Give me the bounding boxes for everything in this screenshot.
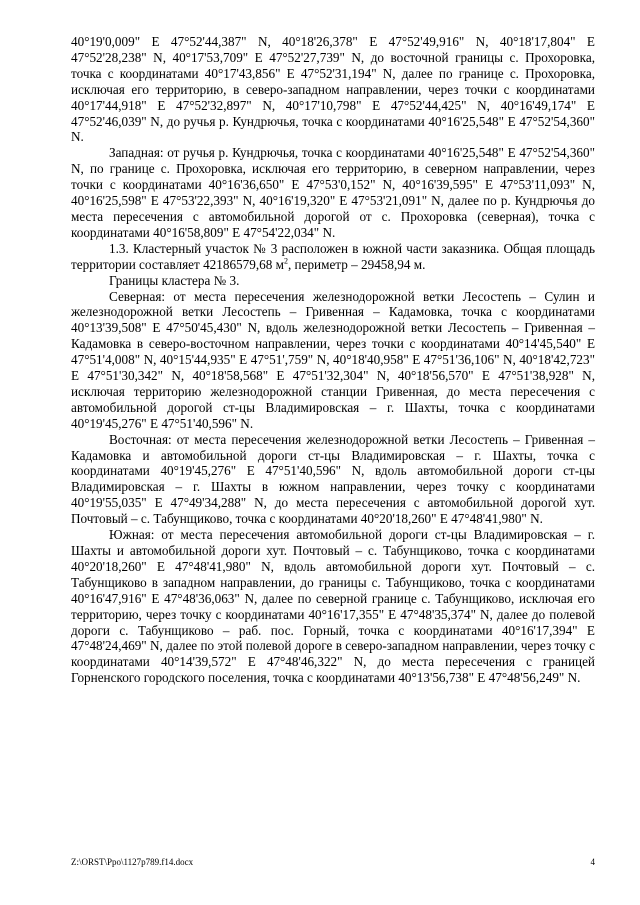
cluster-3-area-text: 1.3. Кластерный участок № 3 расположен в южной части заказника. Общая площадь территории составляет 42186579,68 м [71,240,595,272]
square-superscript: 2 [283,256,288,266]
paragraph-cluster-3-area [71,241,595,273]
paragraph-south-boundary: Южная: от места пересечения автомобильной дороги ст-цы Владимировская – г. Шахты и автомобильной дороги хут. Почтовый – с. Табунщиково, точка с координатами 40°20'18,260" E 47°48'41,980" N, вдоль автомобильной дороги хут. Почтовый – с. Табунщиково в западном направлении, до границы с. Табунщиково, точка с координатами 40°16'47,916" E 47°48'36,063" N, далее по северной границе с. Табунщиково, исключая его территорию, через точку с координатами 40°16'17,355" E 47°48'35,374" N, далее до полевой дороги с. Табунщиково – раб. пос. Горный, точка с координатами 40°16'17,394" E 47°48'24,469" N, далее по этой полевой дороге в северо-западном направлении, через точку с координатами 40°14'39,572" E 47°48'46,322" N, до места пересечения с границей Горненского городского поселения, точка с координатами 40°13'56,738" E 47°48'56,249" N. [71,527,595,686]
cluster-3-perimeter-text: , периметр – 29458,94 м. [287,256,426,272]
paragraph-east-boundary-continued: 40°19'0,009" E 47°52'44,387" N, 40°18'26,378" E 47°52'49,916" N, 40°18'17,804" E 47°52'28,238" N, 40°17'53,709" E 47°52'27,739" N, до восточной границы с. Прохоровка, точка с координатами 40°17'43,856" E 47°52'31,194" N, далее по границе с. Прохоровка, исключая его территорию, в северо-западном направлении, через точки с координатами 40°17'44,918" E 47°52'32,897" N, 40°17'10,798" E 47°52'44,425" N, 40°16'49,174" E 47°52'46,039" N, до ручья р. Кундрючья, точка с координатами 40°16'25,548" E 47°52'54,360" N. [71,34,595,145]
paragraph-cluster-3-heading: Границы кластера № 3. [109,272,240,288]
paragraph-east-boundary: Восточная: от места пересечения железнодорожной ветки Лесостепь – Гривенная – Кадамовка и автомобильной дороги ст-цы Владимировская – г. Шахты, точка с координатами 40°19'45,276" E 47°51'40,596" N, вдоль автомобильной дороги ст-цы Владимировская – г. Шахты в южном направлении, через точку с координатами 40°19'55,035" E 47°49'34,288" N, до места пересечения с автомобильной дорогой хут. Почтовый – с. Табунщиково, точка с координатами 40°20'18,260" E 47°48'41,980" N. [71,431,595,527]
page-footer [71,857,595,868]
paragraph-north-boundary: Северная: от места пересечения железнодорожной ветки Лесостепь – Сулин и железнодорожной ветки Лесостепь – Гривенная – Кадамовка, точка с координатами 40°13'39,508" E 47°50'45,430" N, вдоль железнодорожной ветки Лесостепь – Гривенная – Кадамовка в северо-восточном направлении, через точки с координатами 40°14'45,540" E 47°51'4,008" N, 40°15'44,935" E 47°51',759" N, 40°18'40,958" E 47°51'36,106" N, 40°18'42,723" E 47°51'30,342" N, 40°18'58,568" E 47°51'32,304" N, 40°18'56,570" E 47°51'38,928" N, исключая территорию железнодорожной станции Гривенная, до места пересечения с автомобильной дорогой ст-цы Владимировская – г. Шахты, точка с координатами 40°19'45,276" E 47°51'40,596" N. [71,288,595,431]
footer-file-path: Z:\ORST\Ppo\1127p789.f14.docx [71,857,194,867]
document-body [71,34,595,686]
paragraph-west-boundary: Западная: от ручья р. Кундрючья, точка с координатами 40°16'25,548" E 47°52'54,360" N, по границе с. Прохоровка, исключая его территорию, в северном направлении, через точки с координатами 40°16'36,650" E 47°53'0,152" N, 40°16'39,595" E 47°53'11,093" N, 40°16'25,598" E 47°53'22,393" N, 40°16'19,320" E 47°53'21,091" N, далее по р. Кундрючья до места пересечения с автомобильной дорогой от с. Прохоровка (северная), точка с координатами 40°16'58,809" E 47°54'22,034" N. [71,145,595,240]
footer-page-number: 4 [590,857,595,867]
